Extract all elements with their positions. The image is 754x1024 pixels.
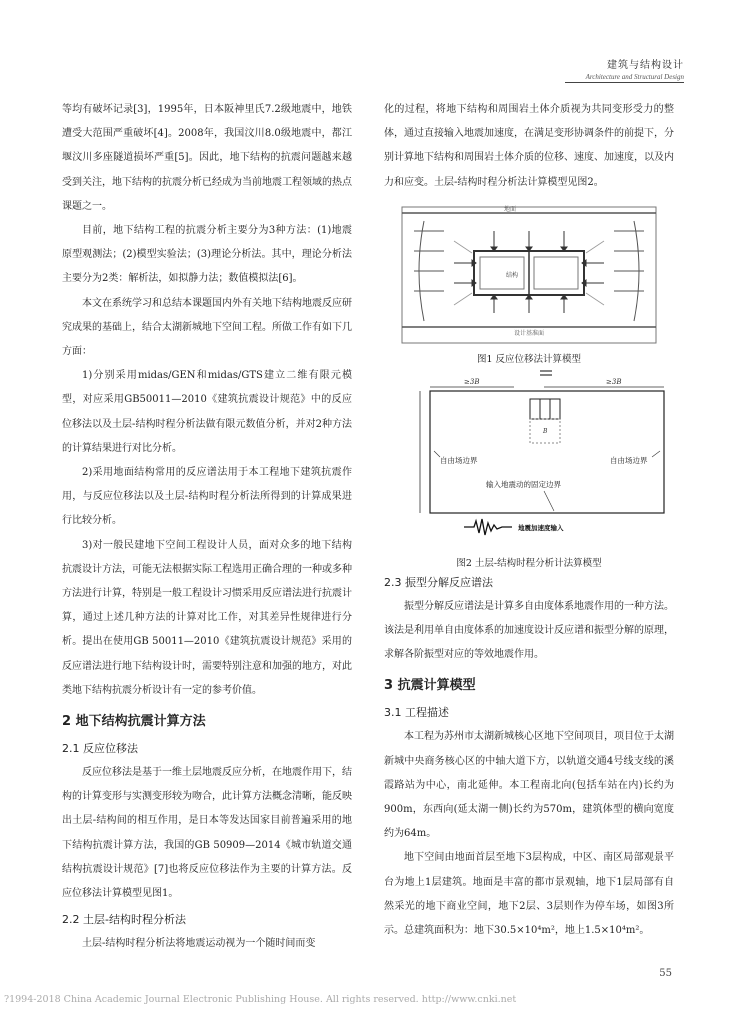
- fig2-b-label: B: [543, 427, 548, 435]
- fig1-ground-label: 地面: [504, 205, 517, 213]
- subsection-heading: 2.1 反应位移法: [62, 742, 138, 756]
- journal-title-cn: 建筑与结构设计: [607, 60, 684, 71]
- section-heading: 3 抗震计算模型: [384, 678, 476, 694]
- figure-1-diagram: [384, 201, 674, 349]
- paragraph: 目前，地下结构工程的抗震分析主要分为3种方法：(1)地震原型观测法；(2)模型实验法；(3)理论分析法。其中，理论分析法主要分为2类：解析法，如拟静力法；数值模拟法[6]。: [62, 225, 352, 285]
- journal-header: [586, 56, 684, 81]
- paragraph: 本工程为苏州市太湖新城核心区地下空间项目，项目位于太湖新城中央商务核心区的中轴大道下方，以轨道交通4号线支线的溪霞路站为中心，南北延伸。本工程南北向(包括车站在内)长约为900m，东西向(延太湖一侧)长约为570m，建筑体型的横向宽度约为64m。: [384, 731, 674, 840]
- fig2-dim-right: ≥3B: [606, 377, 622, 386]
- section-heading: 2 地下结构抗震计算方法: [62, 714, 206, 730]
- paragraph: 等均有破坏记录[3]，1995年，日本阪神里氏7.2级地震中，地铁遭受大范围严重破坏[4]。2008年，我国汶川8.0级地震中，都江堰汶川多座隧道损坏严重[5]。因此，地下结构的抗震问题越来越受到关注，地下结构的抗震分析已经成为当前地震工程领域的热点课题之一。: [62, 104, 352, 212]
- figure-2-diagram: [384, 367, 674, 553]
- figure-2: [384, 367, 674, 569]
- paragraph: 地下空间由地面首层至地下3层构成，中区、南区局部观景平台为地上1层建筑。地面是丰富的都市景观轴，地下1层局部有自然采光的地下商业空间，地下2层、3层则作为停车场，如图3所示。总建筑面积为：地下30.5×10⁴m²，地上1.5×10⁴m²。: [384, 852, 674, 937]
- fig1-base-label: 设计基准面: [514, 329, 545, 337]
- paragraph: 土层-结构时程分析法将地震运动视为一个随时间而变: [82, 938, 316, 950]
- paragraph: 本文在系统学习和总结本课题国内外有关地下结构地震反应研究成果的基础上，结合太湖新城地下空间工程。所做工作有如下几方面：: [62, 297, 352, 358]
- fig1-structure-label: 结构: [506, 271, 519, 279]
- copyright-footer: ?1994-2018 China Academic Journal Electronic Publishing House. All rights reserved. http://www.cnki.net: [4, 994, 517, 1005]
- paragraph: 振型分解反应谱法是计算多自由度体系地震作用的一种方法。该法是利用单自由度体系的加速度设计反应谱和振型分解的原理，求解各阶振型对应的等效地震作用。: [384, 600, 674, 661]
- fig2-right-boundary: 自由场边界: [610, 455, 648, 465]
- paragraph: 1)分别采用midas/GEN和midas/GTS建立二维有限元模型，对应采用GB50011—2010《建筑抗震设计规范》中的反应位移法以及土层-结构时程分析法做有限元数值分析，并对2种方法的计算结果进行对比分析。: [62, 370, 352, 454]
- left-column: [62, 98, 352, 957]
- paragraph: 2)采用地面结构常用的反应谱法用于本工程地下建筑抗震作用，与反应位移法以及土层-结构时程分析法所得到的计算成果进行比较分析。: [62, 467, 352, 527]
- right-column: [384, 98, 674, 943]
- paragraph: 化的过程，将地下结构和周围岩土体介质视为共同变形受力的整体，通过直接输入地震加速度，在满足变形协调条件的前提下，分别计算地下结构和周围岩土体介质的位移、速度、加速度，以及内力和应变。土层-结构时程分析法计算模型见图2。: [384, 104, 674, 188]
- fig2-wave-label: 地震加速度输入: [518, 523, 564, 532]
- header-rule: [565, 82, 684, 83]
- fig2-left-boundary: 自由场边界: [440, 455, 478, 465]
- figure-1-caption: 图1 反应位移法计算模型: [476, 353, 582, 365]
- paragraph: 反应位移法是基于一维土层地震反应分析，在地震作用下，结构的计算变形与实测变形较为吻合，此计算方法概念清晰，能反映出土层-结构间的相互作用，是日本等发达国家目前普遍采用的地下结构抗震计算方法，我国的GB 50909—2014《城市轨道交通结构抗震设计规范》[7]也将反应位移法作为主要的计算方法。反应位移法计算模型见图1。: [62, 767, 352, 900]
- subsection-heading: 3.1 工程描述: [384, 706, 449, 720]
- journal-title-en: Architecture and Structural Design: [585, 73, 684, 81]
- subsection-heading: 2.3 振型分解反应谱法: [384, 575, 493, 589]
- paragraph: 3)对一般民建地下空间工程设计人员，面对众多的地下结构抗震设计方法，可能无法根据实际工程选用正确合理的一种或多种方法进行计算，特别是一般工程设计习惯采用反应谱法进行抗震计算，通过上述几种方法的计算对比工作，对其差异性规律进行分析。提出在使用GB 50011—2010《建筑抗震设计规范》采用的反应谱法进行地下结构设计时，需要特别注意和加强的地方，对此类地下结构抗震分析设计有一定的参考价值。: [62, 539, 352, 696]
- fig2-bottom-label: 输入地震动的固定边界: [486, 479, 561, 489]
- figure-2-caption: 图2 土层-结构时程分析计法算模型: [456, 557, 602, 569]
- fig2-dim-left: ≥3B: [464, 377, 480, 386]
- page-number: 55: [659, 968, 672, 979]
- figure-1: [384, 201, 674, 365]
- subsection-heading: 2.2 土层-结构时程分析法: [62, 913, 186, 927]
